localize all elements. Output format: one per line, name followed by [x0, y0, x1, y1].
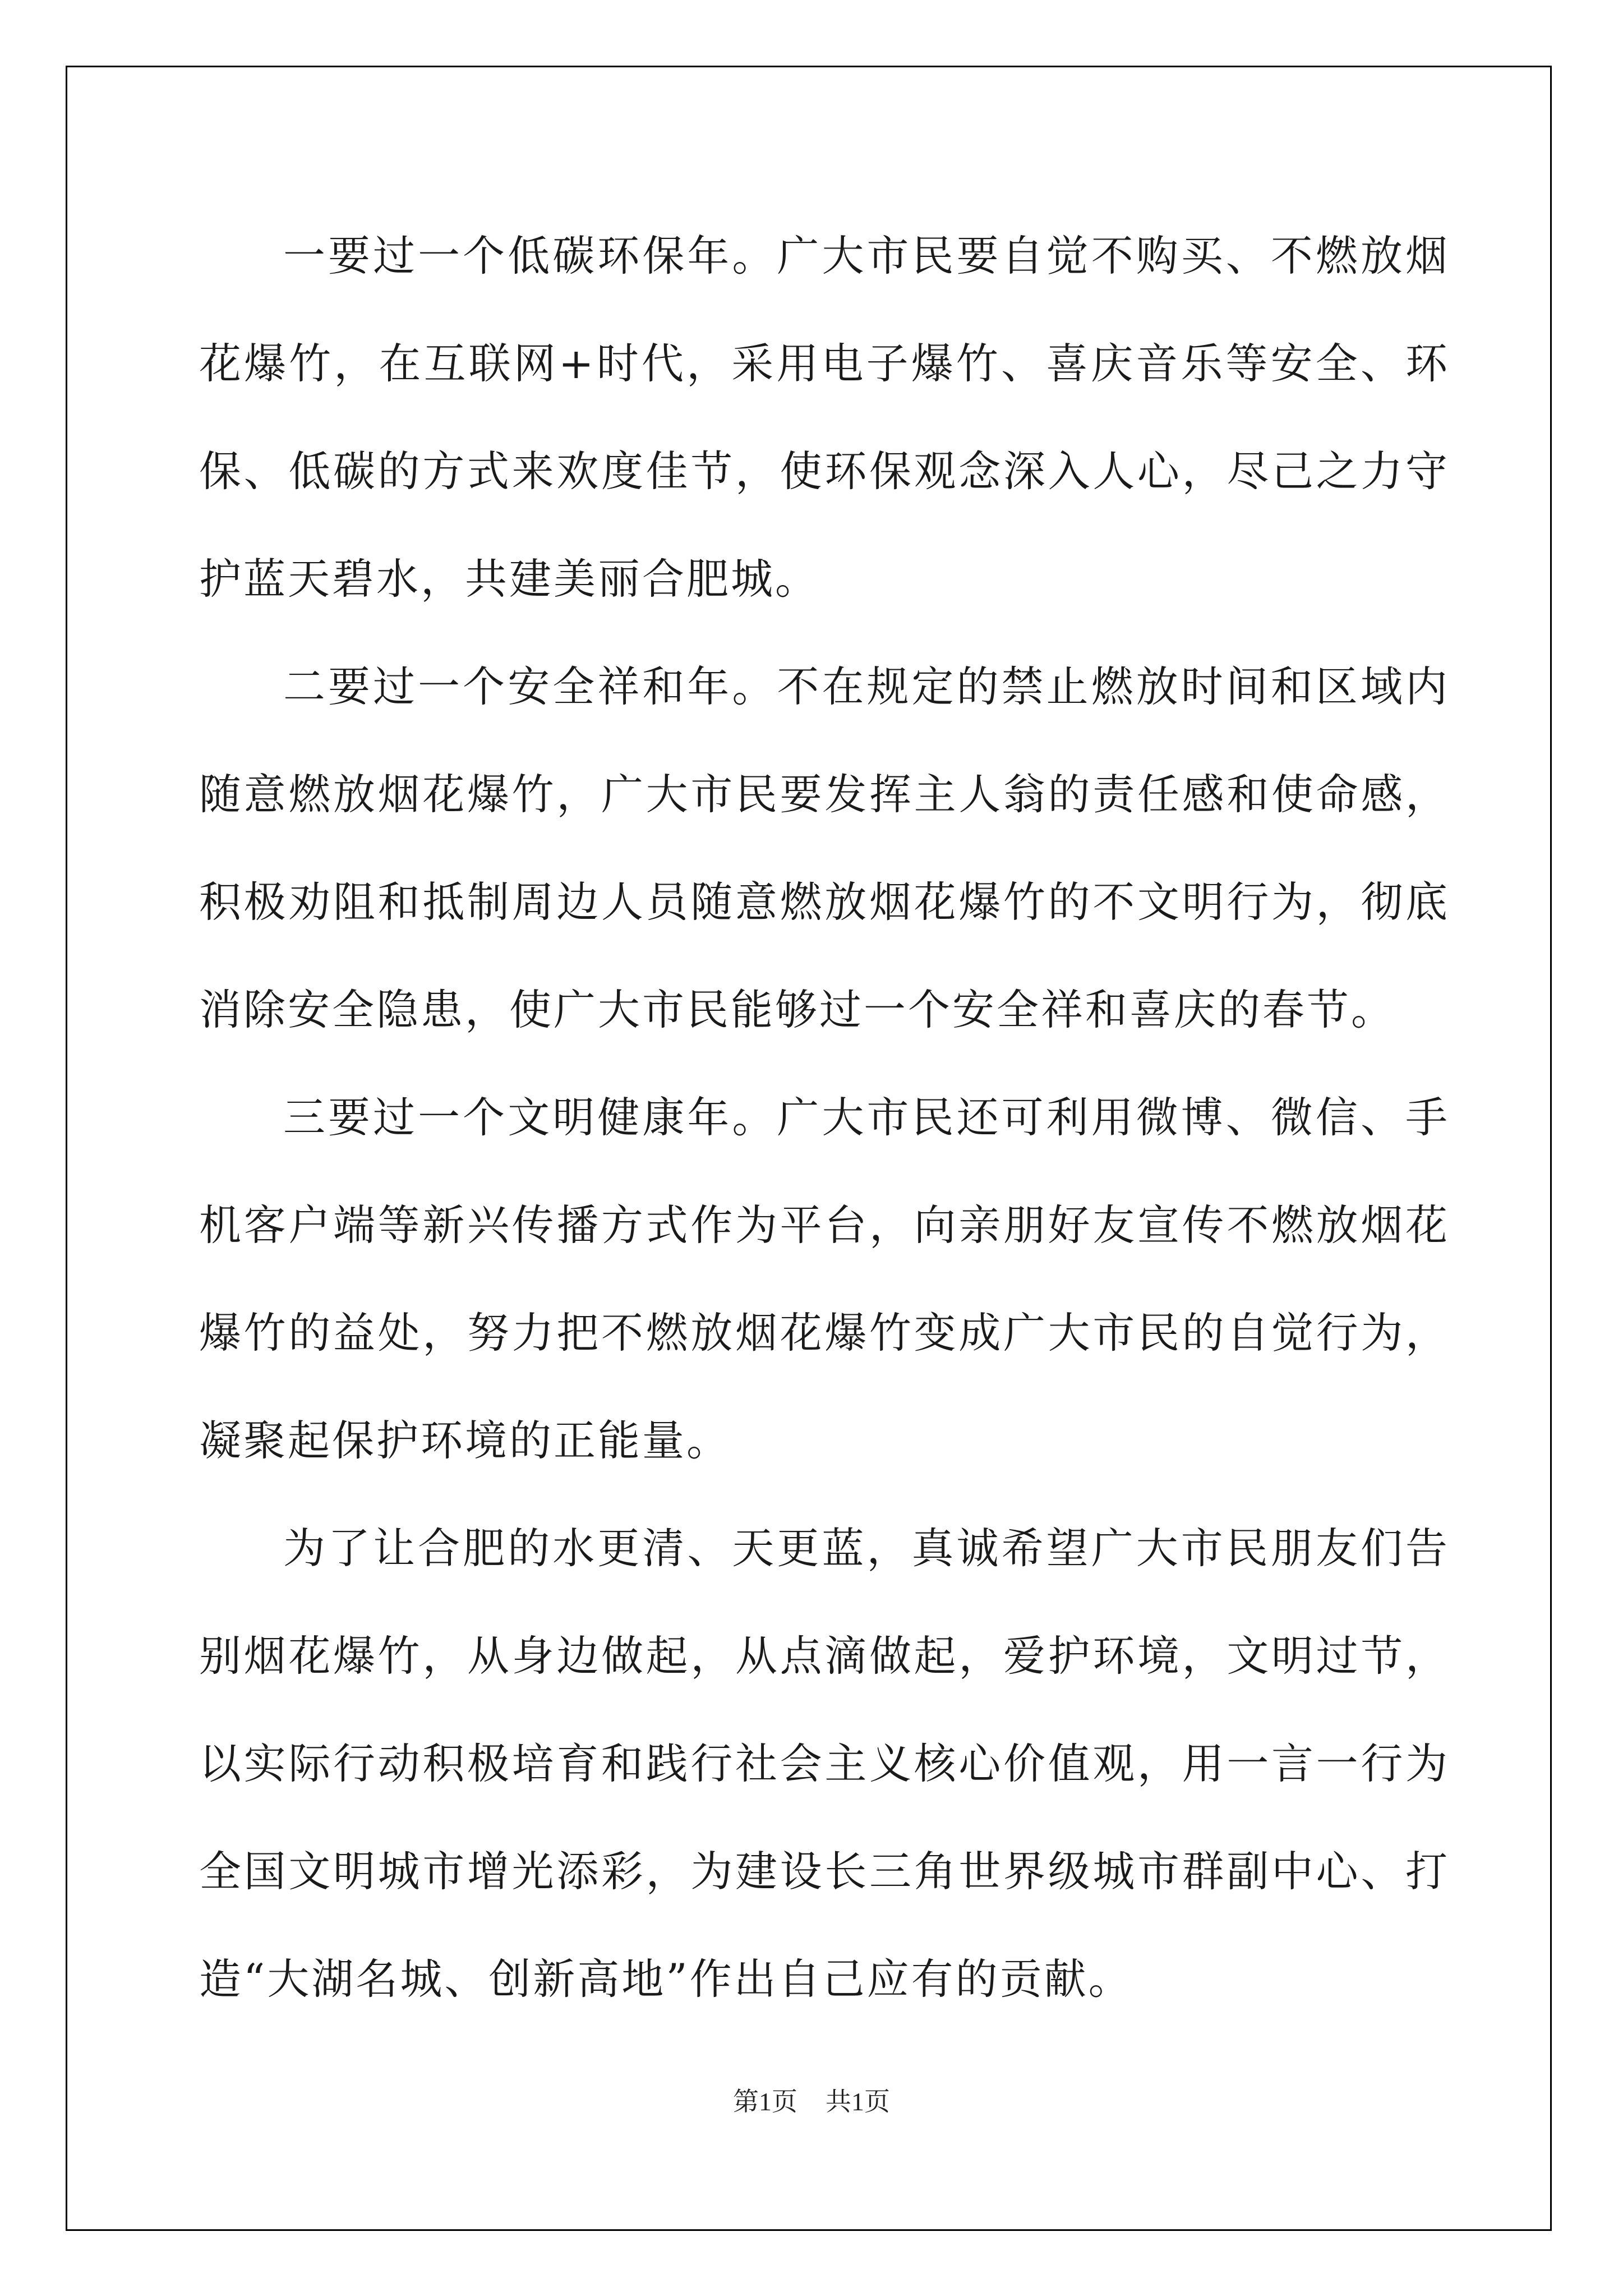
paragraph-civilized-health: 三要过一个文明健康年。广大市民还可利用微博、微信、手机客户端等新兴传播方式作为平台，向亲朋好友宣传不燃放烟花爆竹的益处，努力把不燃放烟花爆竹变成广大市民的自觉行为，凝聚起保护环境的正能量。	[199, 1093, 1450, 1465]
page-total: 共1页	[826, 2087, 890, 2116]
paragraph-safety: 二要过一个安全祥和年。不在规定的禁止燃放时间和区域内随意燃放烟花爆竹，广大市民要发挥主人翁的责任感和使命感，积极劝阻和抵制周边人员随意燃放烟花爆竹的不文明行为，彻底消除安全隐患，使广大市民能够过一个安全祥和喜庆的春节。	[199, 662, 1450, 1034]
page-footer	[0, 2081, 1623, 2118]
paragraph-low-carbon: 一要过一个低碳环保年。广大市民要自觉不购买、不燃放烟花爆竹，在互联网+时代，采用电子爆竹、喜庆音乐等安全、环保、低碳的方式来欢度佳节，使环保观念深入人心，尽己之力守护蓝天碧水，共建美丽合肥城。	[199, 231, 1450, 604]
paragraph-closing-appeal: 为了让合肥的水更清、天更蓝，真诚希望广大市民朋友们告别烟花爆竹，从身边做起，从点滴做起，爱护环境，文明过节，以实际行动积极培育和践行社会主义核心价值观，用一言一行为全国文明城市增光添彩，为建设长三角世界级城市群副中心、打造“大湖名城、创新高地”作出自己应有的贡献。	[199, 1524, 1450, 2004]
page-number: 第1页	[733, 2087, 797, 2116]
document-body	[199, 202, 1450, 2033]
